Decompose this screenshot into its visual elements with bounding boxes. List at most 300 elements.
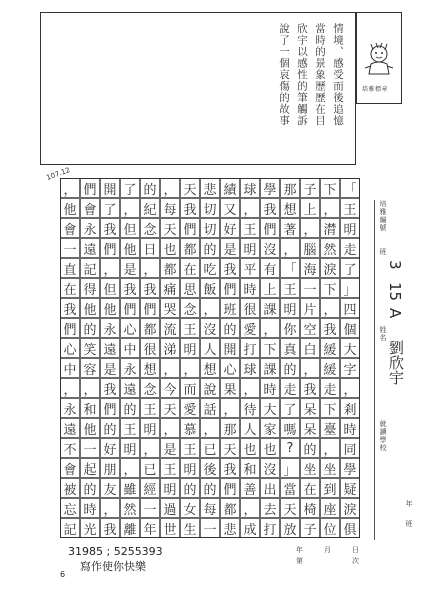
grid-cell: 時: [340, 418, 360, 438]
grid-cell: ，: [300, 218, 320, 238]
grid-cell: ，: [320, 438, 340, 458]
grid-cell: ?: [280, 438, 300, 458]
grid-cell: 開: [220, 338, 240, 358]
grid-cell: ，: [340, 378, 360, 398]
grid-cell: ，: [60, 378, 80, 398]
grid-cell: 中: [60, 358, 80, 378]
grid-cell: 時: [260, 378, 280, 398]
grid-cell: 們: [180, 218, 200, 238]
grid-cell: 飯: [200, 278, 220, 298]
grid-cell: 想: [140, 358, 160, 378]
grid-cell: 真: [280, 338, 300, 358]
grid-cell: 去: [260, 498, 280, 518]
grid-cell: 那: [280, 178, 300, 198]
date-label-month: 月: [324, 546, 331, 554]
grid-cell: 思: [180, 278, 200, 298]
grid-cell: 明: [140, 418, 160, 438]
grid-cell: 有: [260, 258, 280, 278]
grid-cell: 遠: [120, 378, 140, 398]
grid-cell: 悲: [220, 518, 240, 538]
grid-cell: 沒: [260, 458, 280, 478]
grid-cell: 下: [320, 178, 340, 198]
grid-cell: 然: [320, 238, 340, 258]
grid-cell: 上: [260, 278, 280, 298]
grid-cell: ，: [320, 198, 340, 218]
grid-cell: 很: [240, 298, 260, 318]
comment-column: 欣宇以感性的筆觸訴: [296, 23, 308, 127]
grid-cell: 善: [240, 478, 260, 498]
teacher-stamp-label: 培雅標章: [362, 86, 389, 93]
grid-cell: 人: [200, 338, 220, 358]
grid-cell: 們: [100, 238, 120, 258]
grid-cell: 坐: [320, 458, 340, 478]
grid-cell: 笑: [80, 338, 100, 358]
grid-cell: 俱: [340, 518, 360, 538]
grid-cell: 沒: [260, 238, 280, 258]
grid-cell: 吃: [200, 258, 220, 278]
grid-cell: 得: [80, 278, 100, 298]
grid-cell: 他: [60, 198, 80, 218]
stamp-doodle-icon: [360, 40, 398, 80]
grid-cell: 下: [320, 398, 340, 418]
grid-cell: 而: [180, 378, 200, 398]
class-label: 班: [379, 248, 387, 256]
grid-cell: 緩: [320, 358, 340, 378]
grid-cell: 學: [260, 178, 280, 198]
grid-cell: 想: [280, 198, 300, 218]
grid-cell: 說: [200, 378, 220, 398]
grid-cell: 女: [180, 498, 200, 518]
essay-column: [80, 178, 100, 538]
grid-cell: 他: [100, 298, 120, 318]
grid-cell: 友: [100, 478, 120, 498]
grid-cell: 一: [140, 498, 160, 518]
grid-cell: 已: [140, 458, 160, 478]
grid-cell: 切: [200, 218, 220, 238]
grid-cell: 永: [60, 398, 80, 418]
grid-cell: 天: [280, 498, 300, 518]
grid-cell: 他: [80, 298, 100, 318]
grid-cell: 一: [60, 238, 80, 258]
grid-cell: ，: [140, 258, 160, 278]
grid-cell: 上: [300, 198, 320, 218]
essay-column: [320, 178, 340, 538]
footer-number: 6: [60, 570, 66, 579]
grid-cell: ，: [120, 458, 140, 478]
grid-cell: 永: [80, 218, 100, 238]
grid-cell: 紀: [140, 198, 160, 218]
date-label-times: 次: [352, 557, 359, 565]
grid-cell: 生: [180, 518, 200, 538]
grid-cell: 著: [280, 218, 300, 238]
grid-cell: ，: [180, 358, 200, 378]
grid-cell: 都: [160, 258, 180, 278]
grid-cell: 們: [220, 478, 240, 498]
grid-cell: 他: [80, 418, 100, 438]
grid-cell: 明: [280, 298, 300, 318]
essay-column: [260, 178, 280, 538]
grid-cell: 球: [240, 358, 260, 378]
grid-cell: 一: [200, 518, 220, 538]
grid-cell: 然: [120, 498, 140, 518]
grid-cell: 明: [120, 438, 140, 458]
grid-cell: 後: [200, 458, 220, 478]
grid-cell: ，: [60, 178, 80, 198]
grid-cell: 天: [180, 178, 200, 198]
phone-number: 31985 ; 5255393: [68, 545, 163, 558]
grid-cell: 又: [220, 198, 240, 218]
grid-cell: 片: [300, 298, 320, 318]
grid-cell: ，: [160, 178, 180, 198]
grid-cell: 的: [80, 318, 100, 338]
grid-cell: 也: [240, 438, 260, 458]
grid-cell: 是: [160, 438, 180, 458]
grid-cell: 我: [260, 198, 280, 218]
grid-cell: 」: [340, 278, 360, 298]
grid-cell: 永: [120, 358, 140, 378]
essay-column: [220, 178, 240, 538]
grid-cell: 們: [80, 178, 100, 198]
grid-cell: 我: [120, 278, 140, 298]
grid-cell: 涕: [160, 338, 180, 358]
grid-cell: ，: [120, 198, 140, 218]
grid-cell: 打: [240, 338, 260, 358]
grid-cell: 你: [280, 318, 300, 338]
grid-cell: ，: [320, 298, 340, 318]
grid-cell: 我: [100, 378, 120, 398]
grid-cell: 明: [240, 238, 260, 258]
grid-cell: 剎: [340, 398, 360, 418]
grid-cell: 沒: [200, 318, 220, 338]
grid-cell: 出: [260, 478, 280, 498]
grid-cell: 也: [160, 238, 180, 258]
grid-cell: 也: [260, 438, 280, 458]
grid-cell: 座: [320, 498, 340, 518]
date-label-year: 年: [296, 546, 303, 554]
grid-cell: 一: [300, 278, 320, 298]
grid-cell: 王: [140, 398, 160, 418]
grid-cell: ，: [140, 438, 160, 458]
grid-cell: 時: [80, 498, 100, 518]
grid-cell: 愛: [240, 318, 260, 338]
grid-cell: 們: [260, 218, 280, 238]
grid-cell: 臺: [320, 418, 340, 438]
grid-cell: 成: [240, 518, 260, 538]
date-label-day: 日: [352, 546, 359, 554]
grid-cell: 家: [260, 418, 280, 438]
seat-value: 15: [386, 282, 404, 302]
grid-cell: 日: [140, 238, 160, 258]
grid-cell: 永: [100, 318, 120, 338]
grid-cell: 王: [340, 198, 360, 218]
grid-cell: 的: [200, 478, 220, 498]
grid-cell: 球: [240, 178, 260, 198]
grid-cell: 容: [80, 358, 100, 378]
grid-cell: 到: [320, 478, 340, 498]
grid-cell: 學: [340, 458, 360, 478]
class-code: A: [386, 308, 404, 319]
grid-cell: 在: [60, 278, 80, 298]
grid-cell: 但: [100, 278, 120, 298]
essay-column: [100, 178, 120, 538]
grid-cell: 班: [220, 298, 240, 318]
grid-cell: 了: [100, 198, 120, 218]
grid-cell: 椅: [300, 498, 320, 518]
grid-cell: 的: [220, 318, 240, 338]
grid-cell: 念: [180, 298, 200, 318]
grid-cell: ，: [200, 298, 220, 318]
grid-cell: 痛: [160, 278, 180, 298]
grid-cell: 大: [340, 338, 360, 358]
grid-cell: 明: [340, 218, 360, 238]
grid-cell: 愛: [180, 398, 200, 418]
grid-cell: 會: [60, 218, 80, 238]
grid-cell: 會: [80, 198, 100, 218]
grid-cell: ，: [160, 358, 180, 378]
grid-cell: 了: [120, 178, 140, 198]
grid-cell: 悲: [200, 178, 220, 198]
grid-cell: 大: [260, 398, 280, 418]
grid-cell: 離: [120, 518, 140, 538]
grid-cell: 王: [120, 418, 140, 438]
grid-cell: 課: [260, 358, 280, 378]
grid-cell: 放: [280, 518, 300, 538]
grid-cell: 會: [60, 458, 80, 478]
grid-cell: 的: [300, 438, 320, 458]
grid-cell: 開: [100, 178, 120, 198]
student-info: [366, 200, 418, 540]
grid-cell: 今: [160, 378, 180, 398]
grid-cell: 在: [180, 258, 200, 278]
grid-cell: 待: [240, 398, 260, 418]
grid-cell: 哭: [160, 298, 180, 318]
grid-cell: 白: [300, 338, 320, 358]
grid-cell: 走: [320, 378, 340, 398]
grid-cell: 天: [220, 438, 240, 458]
grid-cell: 王: [180, 438, 200, 458]
grid-cell: 遠: [80, 238, 100, 258]
grid-cell: ，: [220, 398, 240, 418]
grid-cell: 課: [260, 298, 280, 318]
grid-cell: 子: [300, 178, 320, 198]
grid-cell: 王: [280, 278, 300, 298]
grid-cell: 我: [60, 298, 80, 318]
grid-cell: 慕: [180, 418, 200, 438]
grid-cell: 是: [100, 358, 120, 378]
grid-cell: 年: [140, 518, 160, 538]
grid-cell: 中: [120, 338, 140, 358]
grid-cell: 的: [120, 398, 140, 418]
essay-column: [120, 178, 140, 538]
class-value: 3: [386, 260, 404, 270]
grid-cell: 都: [180, 238, 200, 258]
grid-cell: 不: [60, 438, 80, 458]
grid-cell: 想: [200, 358, 220, 378]
grid-cell: 那: [220, 418, 240, 438]
grid-cell: 走: [340, 238, 360, 258]
grid-cell: 呆: [300, 398, 320, 418]
name-label: 姓名: [379, 326, 387, 342]
grid-cell: 心: [60, 338, 80, 358]
grid-cell: 同: [340, 438, 360, 458]
grid-cell: 的: [100, 418, 120, 438]
grid-cell: 子: [300, 518, 320, 538]
date-label-number: 第: [296, 557, 303, 565]
grid-cell: 人: [240, 418, 260, 438]
grid-cell: 們: [60, 318, 80, 338]
side-mark: 107.12: [45, 166, 72, 182]
comment-column: 當時的景象歷歷在目: [314, 23, 326, 127]
grid-cell: 朋: [100, 458, 120, 478]
grid-cell: ，: [80, 378, 100, 398]
grid-cell: 每: [160, 198, 180, 218]
grid-cell: 「: [280, 258, 300, 278]
slogan: 寫作使你快樂: [80, 560, 146, 573]
year-label: 年: [405, 500, 413, 508]
essay-column: [140, 178, 160, 538]
grid-cell: ，: [200, 418, 220, 438]
grid-cell: 」: [280, 458, 300, 478]
grid-cell: 淚: [320, 258, 340, 278]
grid-cell: 的: [200, 238, 220, 258]
essay-column: [180, 178, 200, 538]
grid-cell: 明: [180, 458, 200, 478]
essay-column: [280, 178, 300, 538]
grid-cell: 海: [300, 258, 320, 278]
comment-column: 情境、感受而後追憶: [332, 23, 344, 127]
grid-cell: 王: [160, 458, 180, 478]
grid-cell: 個: [340, 318, 360, 338]
grid-cell: 記: [60, 518, 80, 538]
grid-cell: 好: [220, 218, 240, 238]
grid-cell: 已: [200, 438, 220, 458]
grid-cell: ，: [240, 378, 260, 398]
grid-cell: ，: [100, 498, 120, 518]
grid-cell: 疑: [340, 478, 360, 498]
grid-cell: 我: [220, 258, 240, 278]
grid-cell: ，: [100, 258, 120, 278]
grid-cell: 明: [180, 338, 200, 358]
grid-cell: 心: [220, 358, 240, 378]
essay-grid: [60, 178, 360, 538]
grid-cell: 王: [180, 318, 200, 338]
grid-cell: 但: [120, 218, 140, 238]
grid-cell: 潸: [320, 218, 340, 238]
grid-cell: 腦: [300, 238, 320, 258]
grid-cell: 當: [280, 478, 300, 498]
grid-cell: 的: [180, 478, 200, 498]
grid-cell: 他: [120, 238, 140, 258]
grid-cell: 忘: [60, 498, 80, 518]
comment-column: 說了一個哀傷的故事: [278, 23, 290, 127]
grid-cell: 我: [100, 218, 120, 238]
grid-cell: 時: [240, 278, 260, 298]
grid-cell: 我: [300, 378, 320, 398]
grid-cell: 果: [220, 378, 240, 398]
grid-cell: 光: [80, 518, 100, 538]
grid-cell: 我: [180, 198, 200, 218]
grid-cell: 過: [160, 498, 180, 518]
grid-cell: 話: [200, 398, 220, 418]
grid-cell: 心: [120, 318, 140, 338]
grid-cell: 在: [300, 478, 320, 498]
grid-cell: 走: [280, 378, 300, 398]
grid-cell: 我: [220, 458, 240, 478]
grid-cell: 嗎: [280, 418, 300, 438]
student-name: 劉欣宇: [387, 340, 405, 385]
grid-cell: 平: [240, 258, 260, 278]
essay-column: [240, 178, 260, 538]
essay-column: [340, 178, 360, 538]
grid-cell: 很: [140, 338, 160, 358]
grid-cell: 世: [160, 518, 180, 538]
grid-cell: 明: [160, 478, 180, 498]
grid-cell: 和: [240, 458, 260, 478]
grid-cell: 天: [160, 218, 180, 238]
grid-cell: 下: [260, 338, 280, 358]
teacher-comment: [277, 23, 345, 163]
grid-cell: 經: [140, 478, 160, 498]
grid-cell: 們: [120, 298, 140, 318]
grid-cell: ，: [300, 358, 320, 378]
grid-cell: 記: [80, 258, 100, 278]
grid-cell: 每: [200, 498, 220, 518]
essay-column: [160, 178, 180, 538]
grid-cell: 空: [300, 318, 320, 338]
essay-column: [200, 178, 220, 538]
grid-cell: 好: [100, 438, 120, 458]
school-label: 就讀學校: [379, 420, 387, 452]
grid-cell: 的: [280, 358, 300, 378]
grid-cell: 王: [240, 218, 260, 238]
grid-cell: 字: [340, 358, 360, 378]
essay-column: [60, 178, 80, 538]
grid-cell: 天: [160, 398, 180, 418]
grade-label: 培雅編號: [379, 200, 387, 232]
info-divider: [374, 200, 375, 540]
grid-cell: 念: [140, 218, 160, 238]
grid-cell: 四: [340, 298, 360, 318]
grid-cell: 都: [220, 498, 240, 518]
grid-cell: 是: [120, 258, 140, 278]
grid-cell: 一: [80, 438, 100, 458]
grid-cell: 念: [140, 378, 160, 398]
grid-cell: 切: [200, 198, 220, 218]
grid-cell: 我: [100, 518, 120, 538]
grid-cell: 起: [80, 458, 100, 478]
grid-cell: 是: [220, 238, 240, 258]
grid-cell: 被: [60, 478, 80, 498]
grid-cell: 打: [260, 518, 280, 538]
grid-cell: 流: [160, 318, 180, 338]
grid-cell: 緩: [320, 338, 340, 358]
grid-cell: ，: [280, 238, 300, 258]
essay-column: [300, 178, 320, 538]
grid-cell: 的: [140, 178, 160, 198]
grid-cell: 們: [140, 298, 160, 318]
grid-cell: 們: [220, 278, 240, 298]
grid-cell: 我: [140, 278, 160, 298]
grid-cell: 「: [340, 178, 360, 198]
grid-cell: 雖: [120, 478, 140, 498]
grid-cell: 的: [80, 478, 100, 498]
grid-cell: 了: [340, 258, 360, 278]
grid-cell: 都: [140, 318, 160, 338]
grid-cell: 下: [320, 278, 340, 298]
grid-cell: 直: [60, 258, 80, 278]
grid-cell: ，: [240, 498, 260, 518]
grid-cell: 呆: [300, 418, 320, 438]
